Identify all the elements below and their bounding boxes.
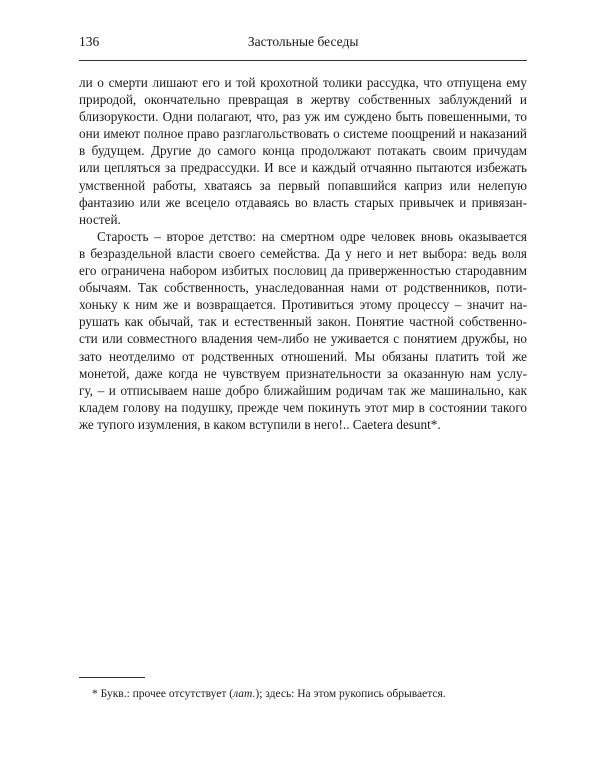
running-title: Застольные беседы: [247, 34, 359, 49]
text-line: фантазию или же всецело отдаваясь во власть старых привычек и привязан-: [79, 194, 527, 210]
text-line: или цепляться за предрассудки. И все и каждый отчаянно пытаются избежать: [79, 160, 527, 176]
text-line: в будущем. Другие до самого конца продолжают потакать своим причудам: [79, 143, 527, 159]
text-line: в безраздельной власти своего семейства. Да у него и нет выбора: ведь воля: [79, 245, 527, 261]
text-line: монетой, даже когда не чувствуем признательности за оказанную нам услу-: [79, 365, 527, 381]
text-line: гу, – и отписываем наше добро ближайшим родичам так же машинально, как: [79, 382, 527, 398]
text-line: умственной работы, хватаясь за первый попавшийся каприз или нелепую: [79, 177, 527, 193]
footnote-suffix: ); здесь: На этом рукопись обрывается.: [255, 688, 446, 700]
paragraph: [79, 228, 527, 433]
footnote-lang: лат.: [233, 688, 256, 700]
text-line: обычаям. Так собственность, унаследованная нами от родственников, поти-: [79, 280, 527, 296]
text-line: Старость – второе детство: на смертном одре человек вновь оказывается: [97, 228, 527, 244]
text-line: рушать как обычай, так и естественный закон. Понятие частной собственно-: [79, 314, 527, 330]
text-line: его ограничена набором избитых пословиц да приверженностью стародавним: [79, 263, 527, 279]
footnote: [92, 688, 532, 700]
footnote-prefix: * Букв.: прочее отсутствует (: [92, 688, 234, 700]
header-rule: [79, 60, 527, 61]
text-line: хоньку к ним же и возвращается. Противиться этому процессу – значит на-: [79, 297, 527, 313]
text-line: ли о смерти лишают его и той крохотной толики рассудка, что отпущена ему: [79, 75, 527, 90]
text-line: природой, окончательно превращая в жертву собственных заблуждений и: [79, 92, 527, 108]
text-line: зато неотделимо от родственных отношений. Мы обязаны платить той же: [79, 348, 527, 364]
footnote-rule: [79, 677, 145, 678]
text-line: же тупого изумления, в каком вступили в него!.. Caetera desunt*.: [79, 416, 441, 432]
text-line: ностей.: [79, 211, 121, 227]
body-text: [79, 74, 527, 433]
page-number: 136: [79, 34, 100, 49]
text-line: сти или совместного владения чем-либо не уживается с понятием дружбы, но: [79, 331, 527, 347]
text-line: кладем голову на подушку, прежде чем покинуть этот мир в состоянии такого: [79, 399, 527, 415]
text-line: они имеют полное право разглагольствовать о системе поощрений и наказаний: [79, 126, 527, 142]
text-line: близорукости. Одни полагают, что, раз уж им суждено быть повешенными, то: [79, 109, 527, 125]
running-header: [79, 34, 527, 50]
paragraph: [79, 74, 527, 228]
